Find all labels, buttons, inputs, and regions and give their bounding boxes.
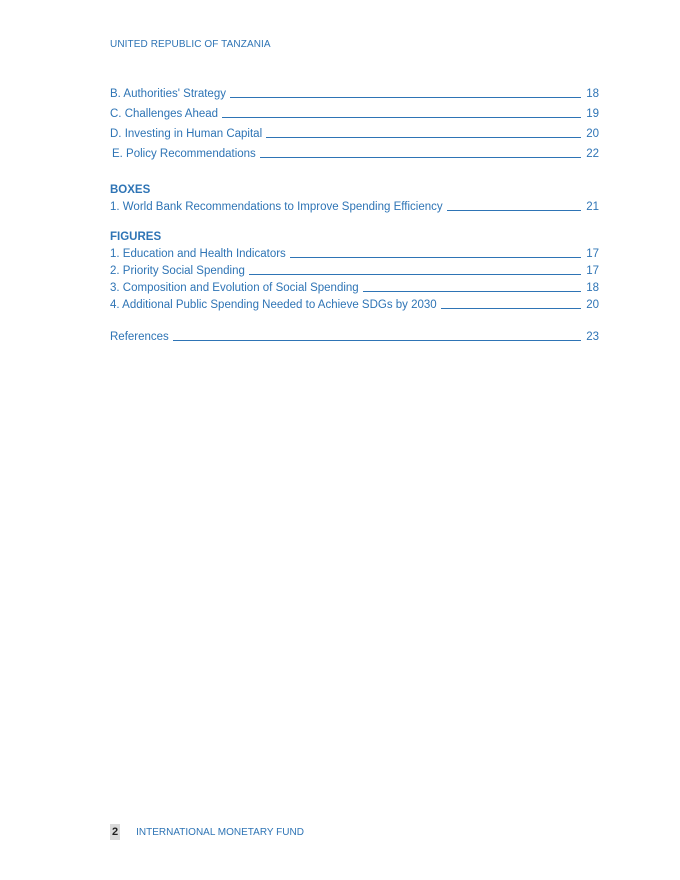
toc-entry-label: 2. Priority Social Spending: [110, 265, 245, 277]
table-of-contents: [110, 82, 599, 345]
toc-entry-label: References: [110, 331, 169, 343]
toc-entry-label: E. Policy Recommendations: [112, 148, 256, 160]
toc-entry-page: 23: [586, 331, 599, 343]
dot-leader: [222, 117, 581, 118]
toc-entry-investing-human-capital[interactable]: [110, 122, 599, 142]
toc-entry-figure-composition[interactable]: [110, 279, 599, 296]
toc-entry-figure-education-health[interactable]: [110, 245, 599, 262]
dot-leader: [230, 97, 581, 98]
toc-entry-box-world-bank[interactable]: [110, 198, 599, 215]
section-spacer: [110, 162, 599, 182]
dot-leader: [441, 308, 581, 309]
section-spacer: [110, 215, 599, 229]
dot-leader: [363, 291, 581, 292]
toc-entry-references[interactable]: [110, 328, 599, 345]
footer-text: INTERNATIONAL MONETARY FUND: [136, 826, 304, 838]
toc-entry-page: 18: [586, 282, 599, 294]
dot-leader: [290, 257, 581, 258]
toc-entry-label: D. Investing in Human Capital: [110, 128, 263, 140]
toc-entry-label: B. Authorities' Strategy: [110, 88, 226, 100]
toc-entry-page: 18: [586, 88, 599, 100]
running-footer: [110, 824, 304, 840]
toc-entry-page: 20: [586, 128, 599, 140]
toc-entry-figure-priority-social[interactable]: [110, 262, 599, 279]
dot-leader: [260, 157, 581, 158]
section-spacer: [110, 313, 599, 328]
toc-entry-page: 17: [586, 248, 599, 260]
dot-leader: [173, 340, 581, 341]
toc-entry-page: 20: [586, 299, 599, 311]
toc-entry-figure-sdgs[interactable]: [110, 296, 599, 313]
toc-entry-page: 19: [586, 108, 599, 120]
toc-entry-page: 21: [586, 201, 599, 213]
figures-heading: FIGURES: [110, 231, 162, 243]
dot-leader: [249, 274, 581, 275]
toc-entry-policy-recommendations[interactable]: [110, 142, 599, 162]
boxes-heading: BOXES: [110, 184, 151, 196]
dot-leader: [266, 137, 581, 138]
toc-entry-label: 1. Education and Health Indicators: [110, 248, 286, 260]
toc-entry-label: 3. Composition and Evolution of Social Spending: [110, 282, 359, 294]
toc-entry-label: 1. World Bank Recommendations to Improve Spending Efficiency: [110, 201, 443, 213]
dot-leader: [447, 210, 581, 211]
toc-entry-page: 22: [586, 148, 599, 160]
toc-entry-authorities-strategy[interactable]: [110, 82, 599, 102]
toc-entry-page: 17: [586, 265, 599, 277]
toc-entry-label: C. Challenges Ahead: [110, 108, 219, 120]
running-header: UNITED REPUBLIC OF TANZANIA: [110, 39, 271, 50]
toc-entry-label: 4. Additional Public Spending Needed to Achieve SDGs by 2030: [110, 299, 437, 311]
toc-entry-challenges-ahead[interactable]: [110, 102, 599, 122]
page-number: 2: [112, 826, 119, 838]
